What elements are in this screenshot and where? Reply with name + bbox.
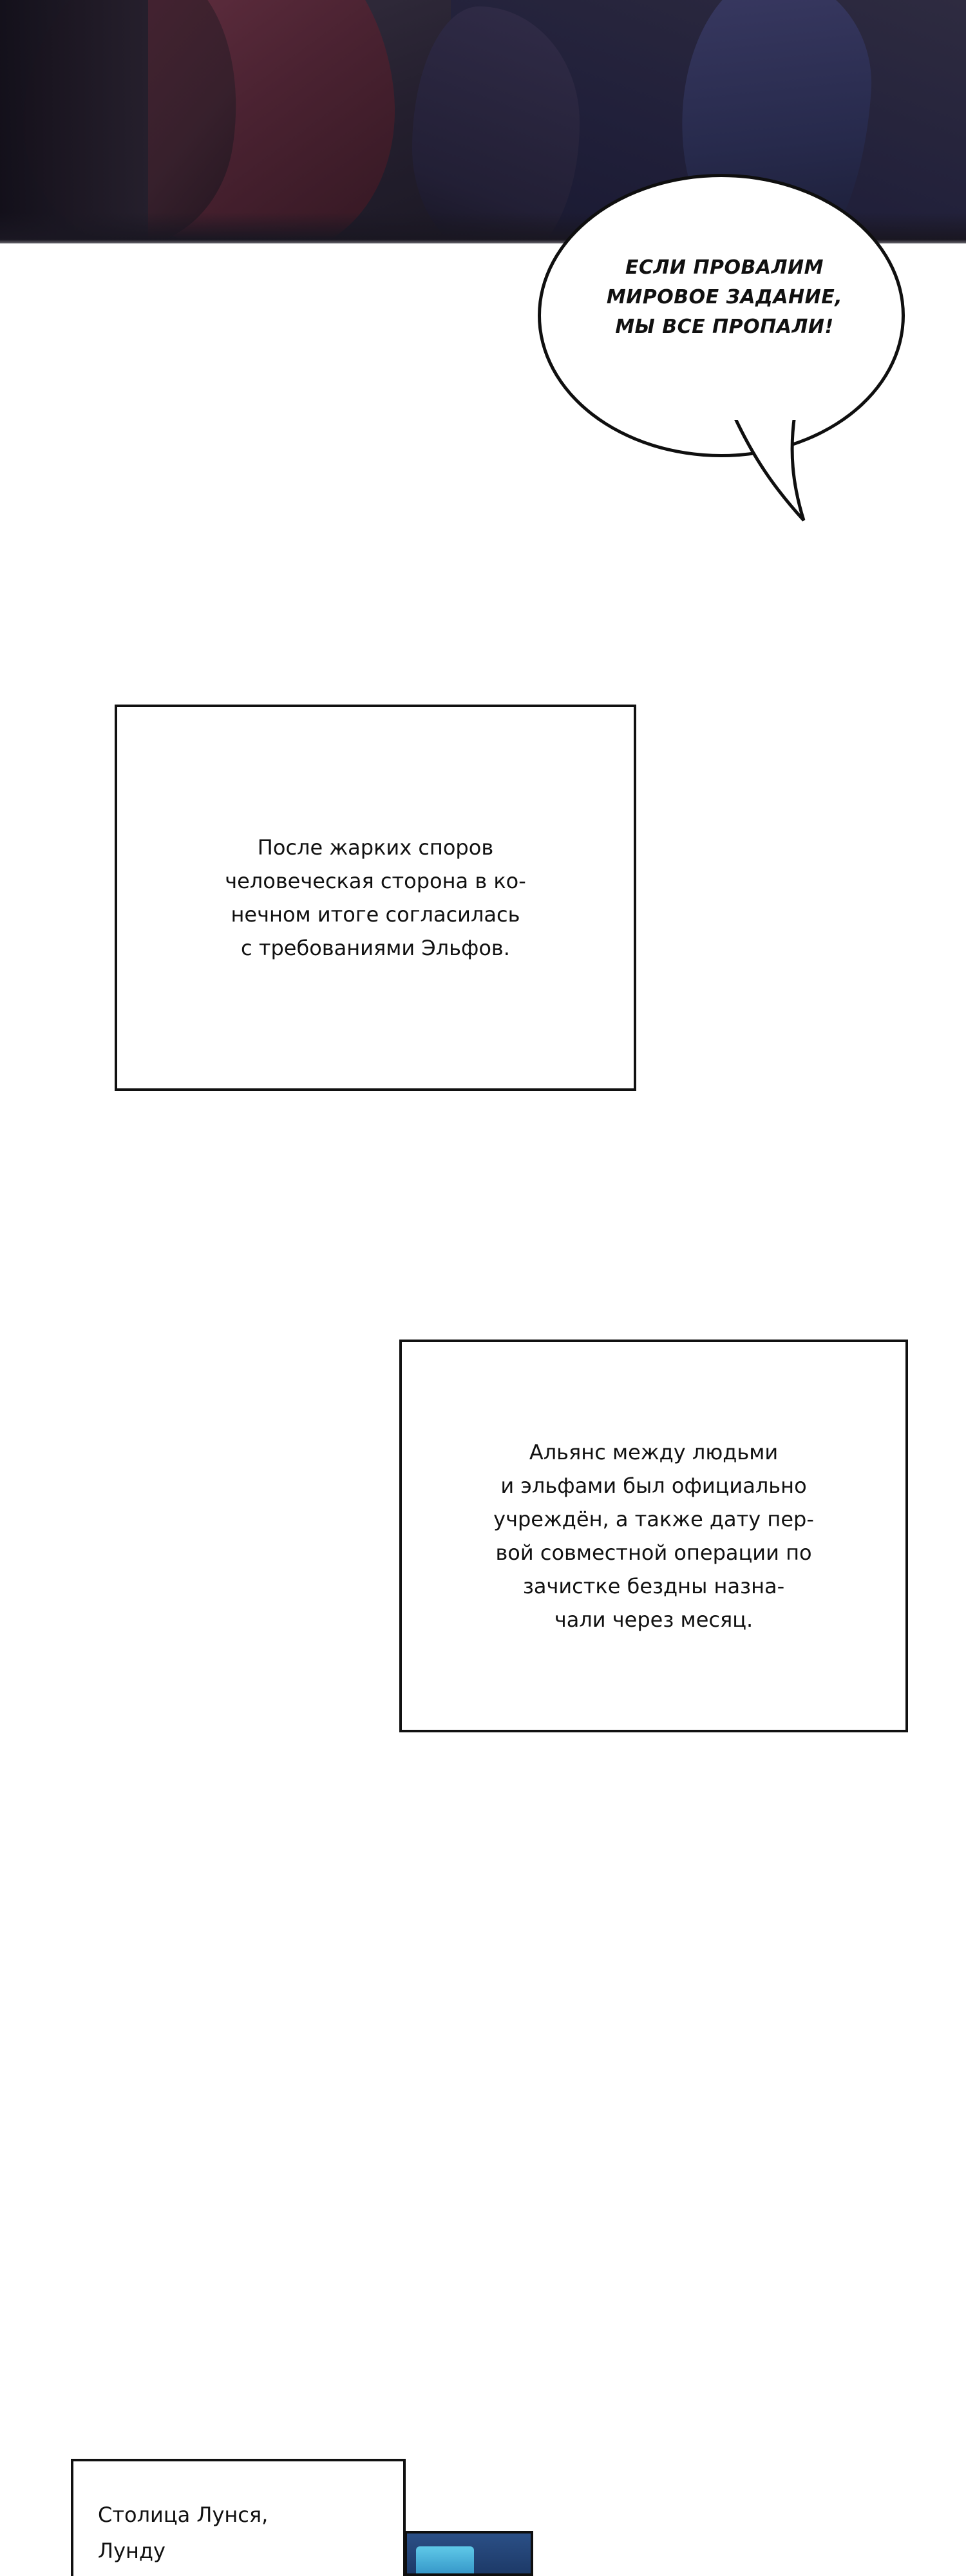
speech-line-1: ЕСЛИ ПРОВАЛИМ (625, 256, 824, 279)
caption-3-line-1: Столица Лунся, (98, 2503, 269, 2527)
caption-box-3 (71, 2459, 406, 2576)
caption-1-line-3: нечном итоге согласилась (231, 902, 520, 927)
bottom-panel-building (416, 2546, 474, 2576)
caption-3-text (73, 2497, 277, 2569)
caption-3-line-2: Лунду (98, 2539, 166, 2563)
caption-1-line-1: После жарких споров (257, 835, 494, 860)
caption-2-line-5: зачистке бездны назна- (522, 1574, 785, 1598)
caption-2-line-1: Альянс между людьми (529, 1440, 779, 1464)
caption-2-text (484, 1435, 823, 1636)
caption-2-line-6: чали через месяц. (554, 1607, 753, 1632)
caption-1-line-4: с требованиями Эльфов. (241, 936, 510, 960)
caption-2-line-4: вой совместной операции по (495, 1540, 812, 1565)
caption-2-line-2: и эльфами был официально (500, 1473, 807, 1498)
caption-1-text (216, 831, 535, 965)
caption-1-line-2: человеческая сторона в ко- (225, 869, 526, 893)
speech-line-2: МИРОВОЕ ЗАДАНИЕ, (606, 286, 843, 308)
bottom-panel-sliver (404, 2531, 533, 2576)
speech-bubble-text (541, 253, 908, 342)
caption-2-line-3: учреждён, а также дату пер- (493, 1507, 814, 1531)
caption-box-1 (115, 705, 636, 1091)
speech-line-3: МЫ ВСЕ ПРОПАЛИ! (615, 316, 834, 338)
caption-box-2 (399, 1340, 908, 1732)
